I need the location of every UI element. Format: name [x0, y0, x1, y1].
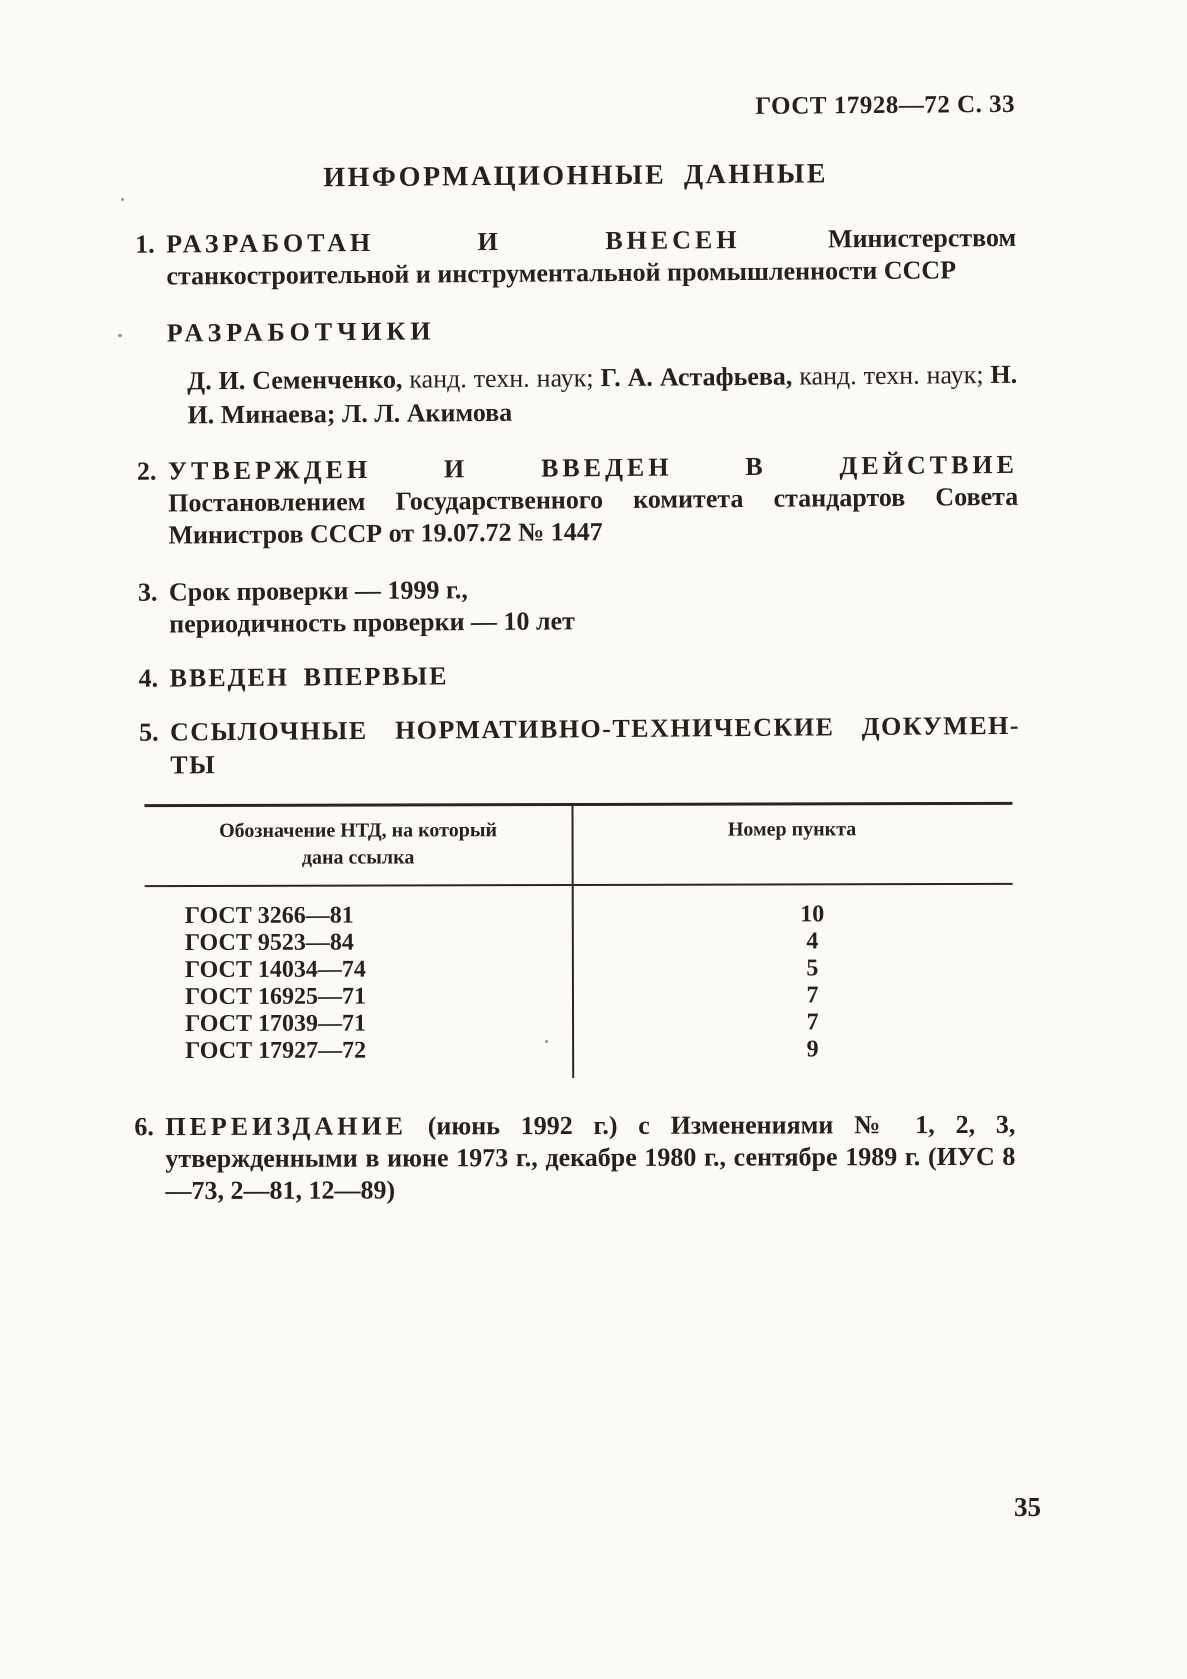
- ntd-cell: ГОСТ 17039—71: [185, 1010, 367, 1037]
- section-4-text: ВВЕДЕН ВПЕРВЫЕ: [169, 661, 449, 693]
- table-header-row: [144, 805, 1012, 887]
- section-1-heading: РАЗРАБОТАН И ВНЕСЕН: [166, 225, 741, 259]
- developer-name: Г. А. Астафьева,: [600, 362, 793, 393]
- section-3: [137, 570, 1019, 641]
- document-header: [135, 90, 1015, 127]
- section-1-text: Министерством станкостроительной и инструментальной промышленности СССР: [166, 222, 1017, 291]
- section-6: [134, 1109, 1016, 1208]
- section-5: [138, 710, 1021, 781]
- punkt-cell: 10: [800, 901, 825, 928]
- section-2: [136, 449, 1019, 552]
- ntd-cell: ГОСТ 17927—72: [185, 1037, 367, 1064]
- scan-speck: [121, 198, 124, 201]
- section-1-number: 1.: [135, 229, 155, 259]
- section-2-text: Постановлением Государственного комитета стандартов Совета Министров СССР от 19.07.72 № 1447: [168, 482, 1019, 550]
- punkt-cell: 4: [806, 928, 819, 955]
- developer-name: Н. И. Минаева; Л. Л. Акимова: [187, 360, 1018, 430]
- developer-name: Д. И. Семенченко,: [187, 365, 403, 396]
- section-3-number: 3.: [137, 577, 158, 607]
- table-header-ntd: Обозначение НТД, на который дана ссылка: [219, 819, 498, 869]
- section-6-number: 6.: [134, 1111, 154, 1142]
- table-header-punkt: Номер пункта: [727, 818, 857, 841]
- section-4: [138, 656, 1019, 695]
- table-body: [145, 885, 1013, 1079]
- page-number: 35: [1014, 1492, 1041, 1522]
- table-row: [145, 982, 1013, 1011]
- scan-speck: [118, 334, 122, 337]
- punkt-cell: 7: [806, 1009, 819, 1036]
- punkt-cell: 7: [806, 982, 819, 1009]
- page-title: ИНФОРМАЦИОННЫЕ ДАННЫЕ: [323, 158, 829, 194]
- section-2-number: 2.: [136, 456, 157, 486]
- references-table: [144, 802, 1013, 1079]
- ntd-cell: ГОСТ 14034—74: [184, 956, 366, 983]
- section-6-heading: ПЕРЕИЗДАНИЕ: [165, 1111, 407, 1141]
- section-6-text: (июнь 1992 г.) с Изменениями № 1, 2, 3, утвержденными в июне 1973 г., декабре 1980 г., сентябре 1989 г. (ИУС 8—73, 2—81, 12—89): [165, 1109, 1016, 1206]
- table-row: [145, 928, 1013, 957]
- table-row: [145, 955, 1013, 984]
- ntd-cell: ГОСТ 16925—71: [184, 983, 366, 1010]
- standard-number: ГОСТ 17928—72 С. 33: [755, 90, 1016, 120]
- section-2-heading: УТВЕРЖДЕН И ВВЕДЕН В ДЕЙСТВИЕ: [167, 449, 1019, 486]
- developer-degree: канд. техн. наук;: [792, 360, 991, 392]
- table-row: [145, 901, 1013, 930]
- developers-list: [187, 358, 1017, 431]
- section-5-heading: ССЫЛОЧНЫЕ НОРМАТИВНО-ТЕХНИЧЕСКИЕ ДОКУМЕН- ТЫ: [169, 711, 1021, 780]
- table-row: [145, 1009, 1013, 1038]
- section-1: [135, 222, 1017, 293]
- ntd-cell: ГОСТ 9523—84: [184, 929, 354, 956]
- section-4-number: 4.: [138, 663, 159, 693]
- developer-degree: канд. техн. наук;: [402, 363, 601, 395]
- section-3-text: Срок проверки — 1999 г., периодичность проверки — 10 лет: [168, 574, 576, 639]
- punkt-cell: 5: [806, 955, 819, 982]
- section-5-number: 5.: [138, 718, 159, 748]
- developers-heading: РАЗРАБОТЧИКИ: [166, 316, 436, 348]
- ntd-cell: ГОСТ 3266—81: [184, 902, 354, 929]
- punkt-cell: 9: [806, 1036, 819, 1063]
- table-row: [145, 1036, 1013, 1065]
